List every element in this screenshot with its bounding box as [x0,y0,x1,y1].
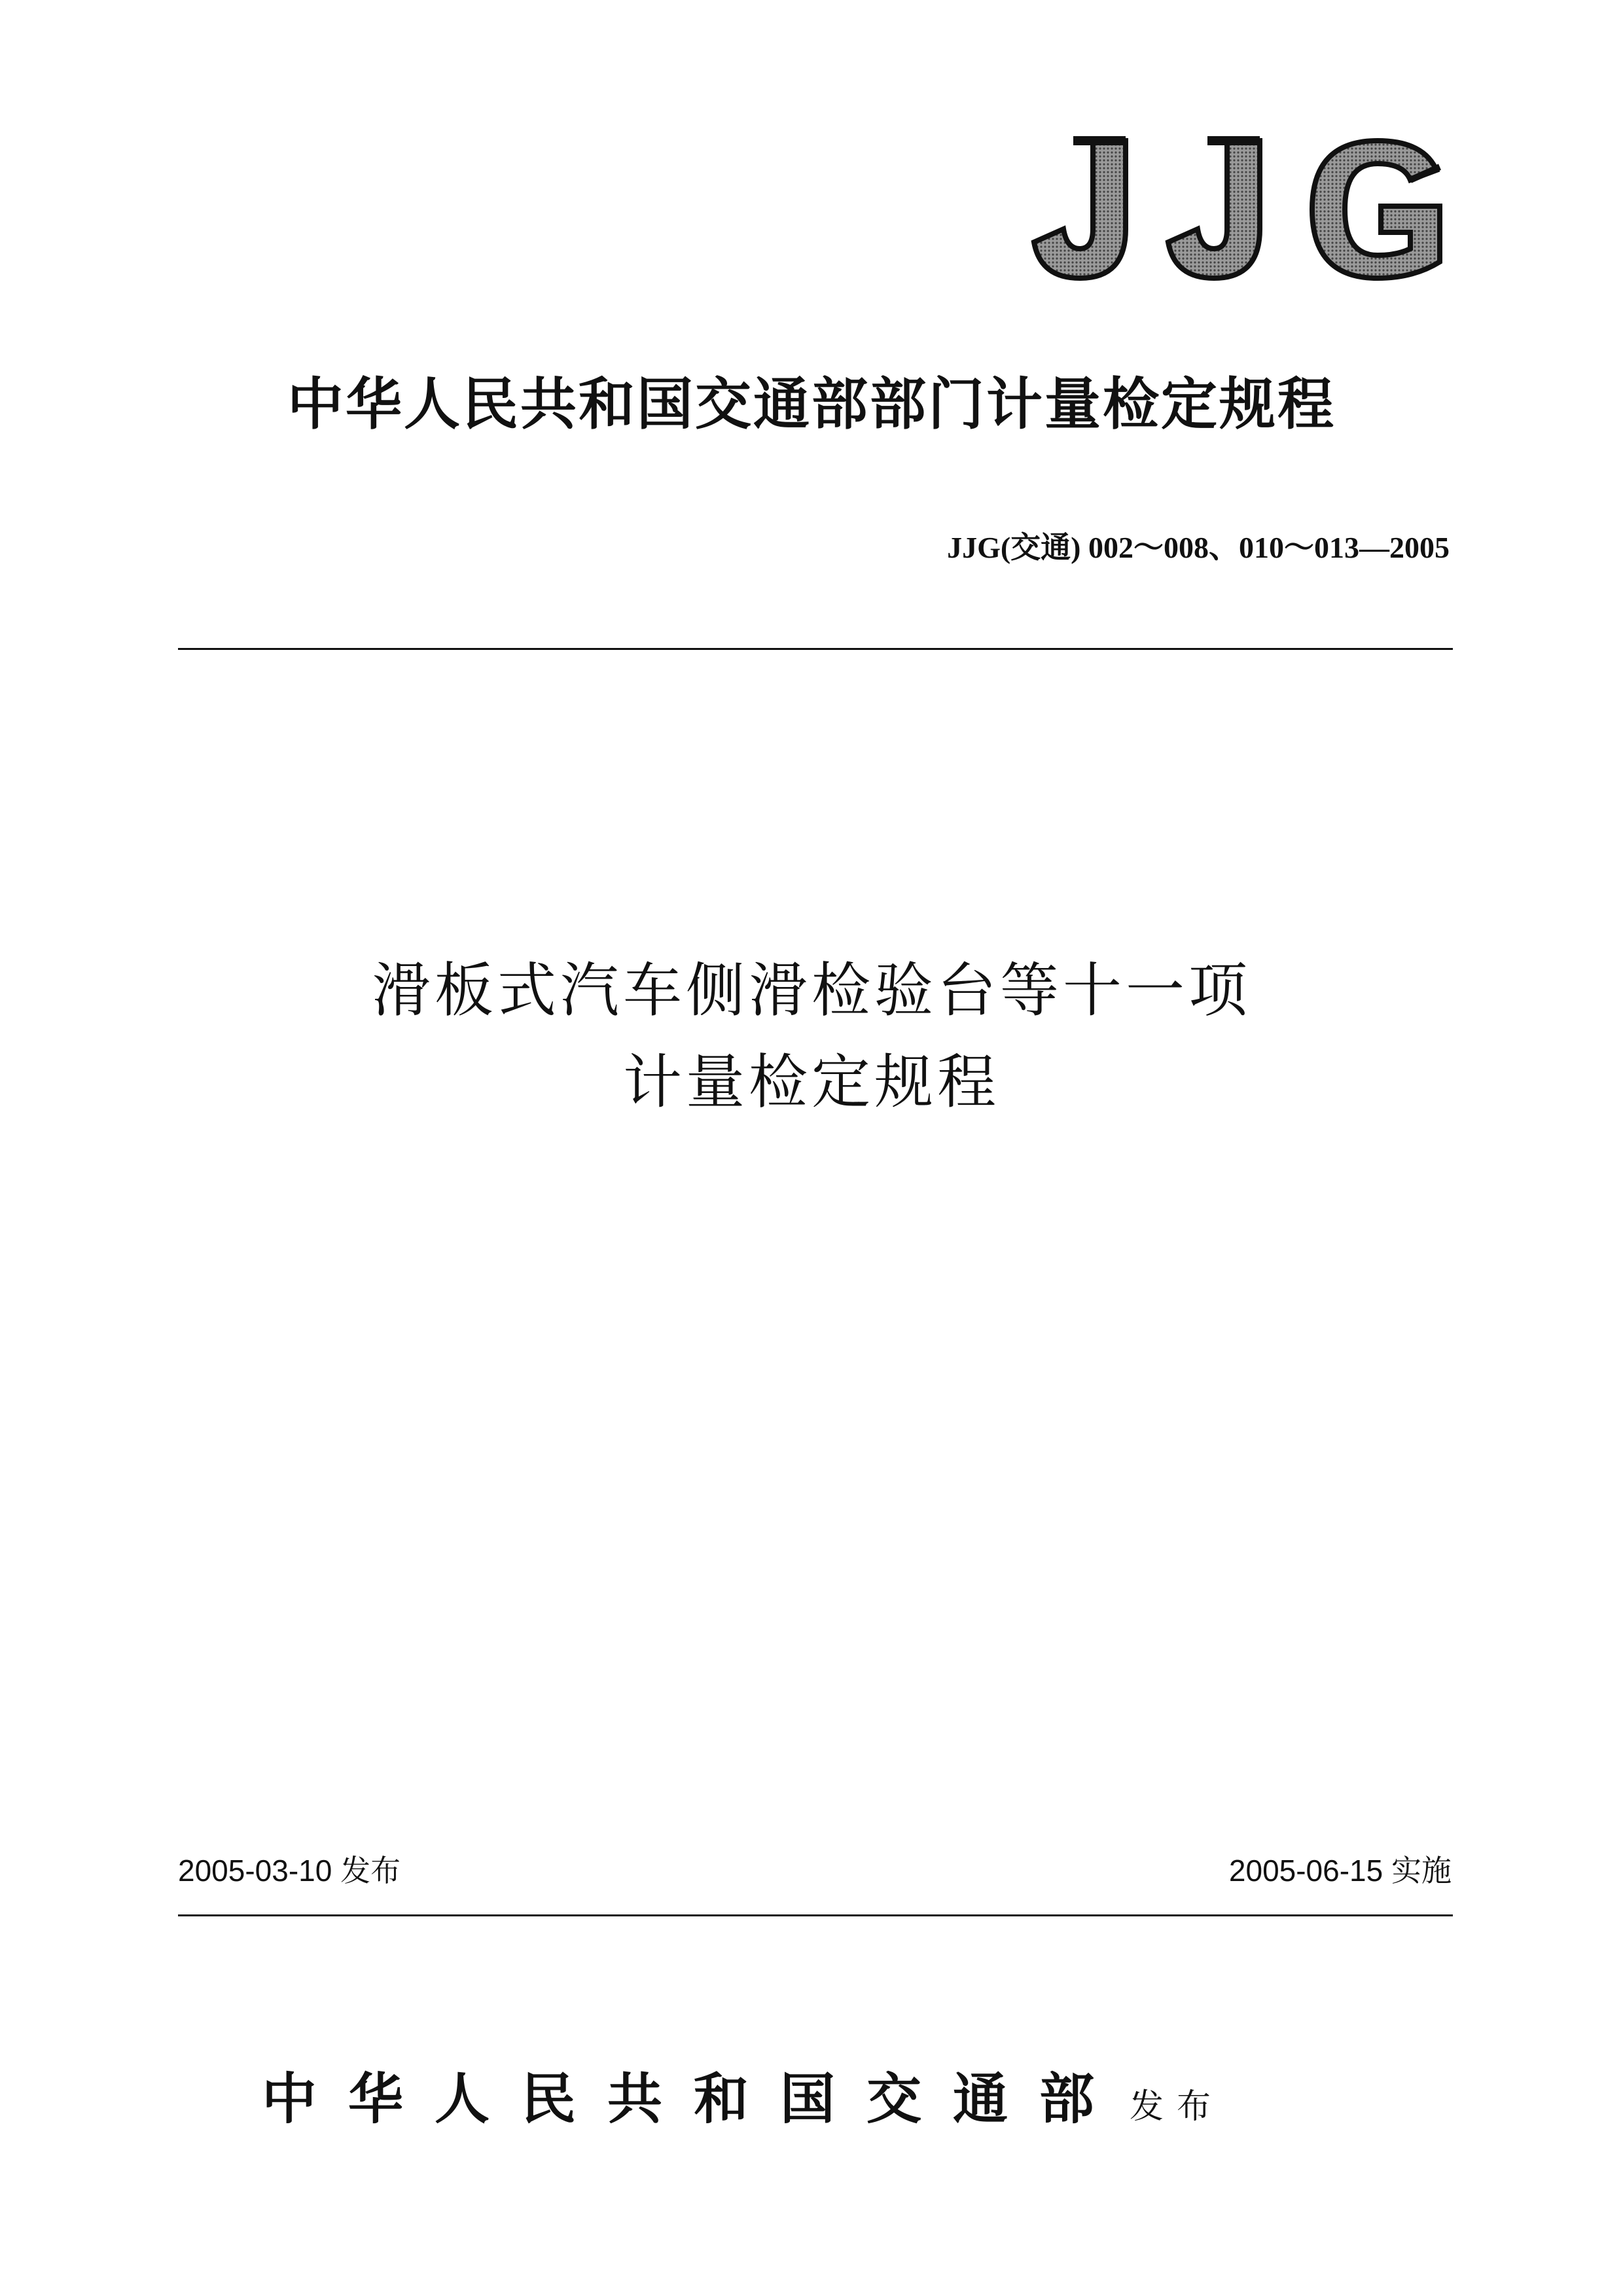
logo-letter-j1 [1034,141,1126,278]
publisher-suffix: 发布 [1130,2087,1224,2126]
series-title: 中华人民共和国交通部部门计量检定规程 [287,371,1336,437]
jjg-logo [1027,131,1453,288]
main-title-line1: 滑板式汽车侧滑检验台等十一项 [372,956,1251,1025]
top-divider [178,648,1453,650]
main-title-line2: 计量检定规程 [623,1048,1000,1117]
logo-letter-j2 [1168,141,1260,278]
logo-letter-g [1312,141,1440,278]
issue-date: 2005-03-10 发布 [178,1854,401,1888]
publisher [262,2055,1224,2134]
publisher-name: 中华人民共和国交通部 [262,2066,1126,2131]
bottom-divider [178,1914,1453,1916]
implementation-date: 2005-06-15 实施 [1228,1854,1452,1888]
document-code: JJG(交通) 002～008、010～013—2005 [947,531,1450,564]
